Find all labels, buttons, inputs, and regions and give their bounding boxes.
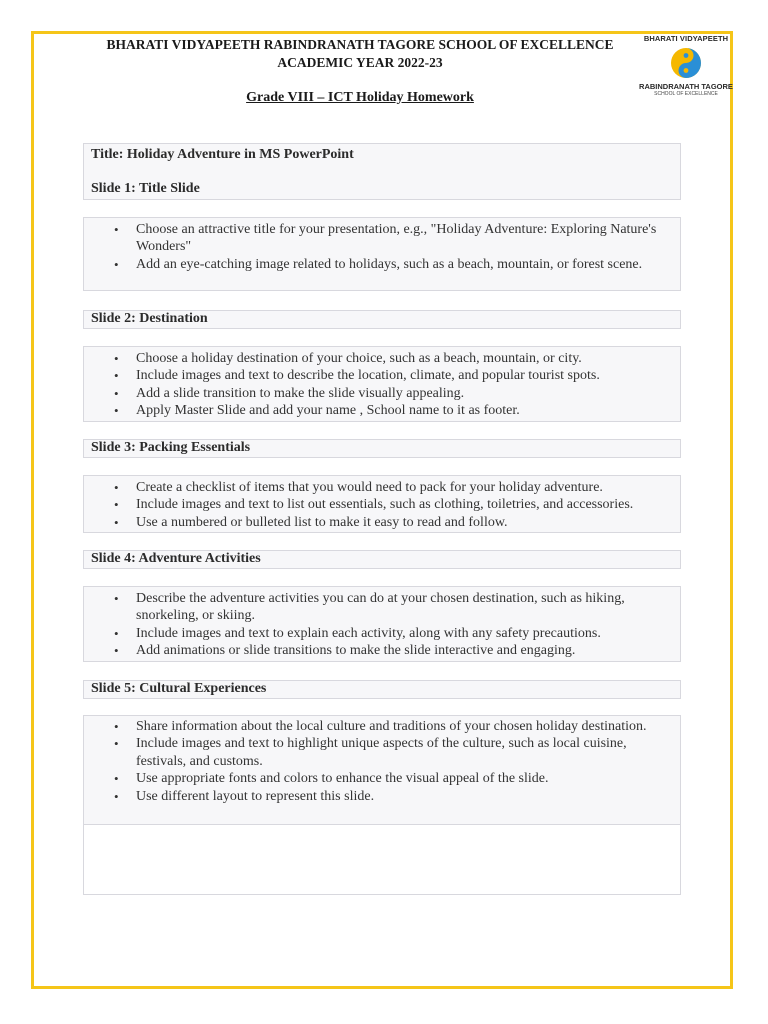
logo-sub-text: SCHOOL OF EXCELLENCE [654, 91, 718, 97]
list-item: • Choose an attractive title for your presentation, e.g., "Holiday Adventure: Exploring Nature's Wonders" [136, 221, 680, 256]
slide-2-heading: Slide 2: Destination [91, 311, 208, 326]
school-header [80, 36, 640, 72]
list-item: • Add an eye-catching image related to holidays, such as a beach, mountain, or forest scene. [136, 256, 680, 273]
slide-2-bullets-box [83, 346, 681, 422]
slide-1-bullet-list [84, 221, 680, 273]
school-name: BHARATI VIDYAPEETH RABINDRANATH TAGORE SCHOOL OF EXCELLENCE [106, 37, 614, 52]
logo-top-text: BHARATI VIDYAPEETH [643, 34, 729, 43]
list-item: • Apply Master Slide and add your name , School name to it as footer. [136, 402, 680, 419]
slide-1-heading: Slide 1: Title Slide [91, 181, 200, 196]
empty-box [83, 824, 681, 895]
page-subtitle: Grade VIII – ICT Holiday Homework [246, 90, 474, 105]
slide-3-heading-box [83, 439, 681, 458]
list-item: • Describe the adventure activities you can do at your chosen destination, such as hiking, snorkeling, or skiing. [136, 590, 680, 625]
school-logo [636, 34, 736, 108]
slide-4-bullet-list [84, 590, 680, 660]
list-item: • Include images and text to describe the location, climate, and popular tourist spots. [136, 367, 680, 384]
slide-4-heading: Slide 4: Adventure Activities [91, 551, 261, 566]
list-item: • Use different layout to represent this slide. [136, 788, 680, 805]
slide-1-bullets-box [83, 217, 681, 291]
slide-2-bullet-list [84, 350, 680, 420]
list-item: • Add animations or slide transitions to make the slide interactive and engaging. [136, 642, 680, 659]
list-item: • Include images and text to list out essentials, such as clothing, toiletries, and accessories. [136, 496, 680, 513]
slide-3-heading: Slide 3: Packing Essentials [91, 440, 251, 455]
slide-4-bullets-box [83, 586, 681, 662]
document-title: Title: Holiday Adventure in MS PowerPoint [91, 147, 354, 162]
slide-3-bullets-box [83, 475, 681, 533]
slide-2-heading-box [83, 310, 681, 329]
list-item: • Include images and text to explain each activity, along with any safety precautions. [136, 625, 680, 642]
list-item: • Choose a holiday destination of your choice, such as a beach, mountain, or city. [136, 350, 680, 367]
list-item: • Create a checklist of items that you would need to pack for your holiday adventure. [136, 479, 680, 496]
list-item: • Use appropriate fonts and colors to enhance the visual appeal of the slide. [136, 770, 680, 787]
list-item: • Add a slide transition to make the slide visually appealing. [136, 385, 680, 402]
list-item: • Include images and text to highlight unique aspects of the culture, such as local cuisine, festivals, and customs. [136, 735, 680, 770]
academic-year: ACADEMIC YEAR 2022-23 [277, 55, 443, 70]
title-box [83, 143, 681, 200]
logo-name-text: RABINDRANATH TAGORE [639, 82, 733, 91]
yin-yang-logo-icon [669, 46, 703, 80]
slide-5-heading: Slide 5: Cultural Experiences [91, 681, 267, 696]
slide-4-heading-box [83, 550, 681, 569]
list-item: • Use a numbered or bulleted list to make it easy to read and follow. [136, 514, 680, 531]
list-item: • Share information about the local culture and traditions of your chosen holiday destination. [136, 718, 680, 735]
slide-3-bullet-list [84, 479, 680, 531]
slide-5-heading-box [83, 680, 681, 699]
slide-5-bullet-list [84, 718, 680, 805]
slide-5-bullets-box [83, 715, 681, 825]
